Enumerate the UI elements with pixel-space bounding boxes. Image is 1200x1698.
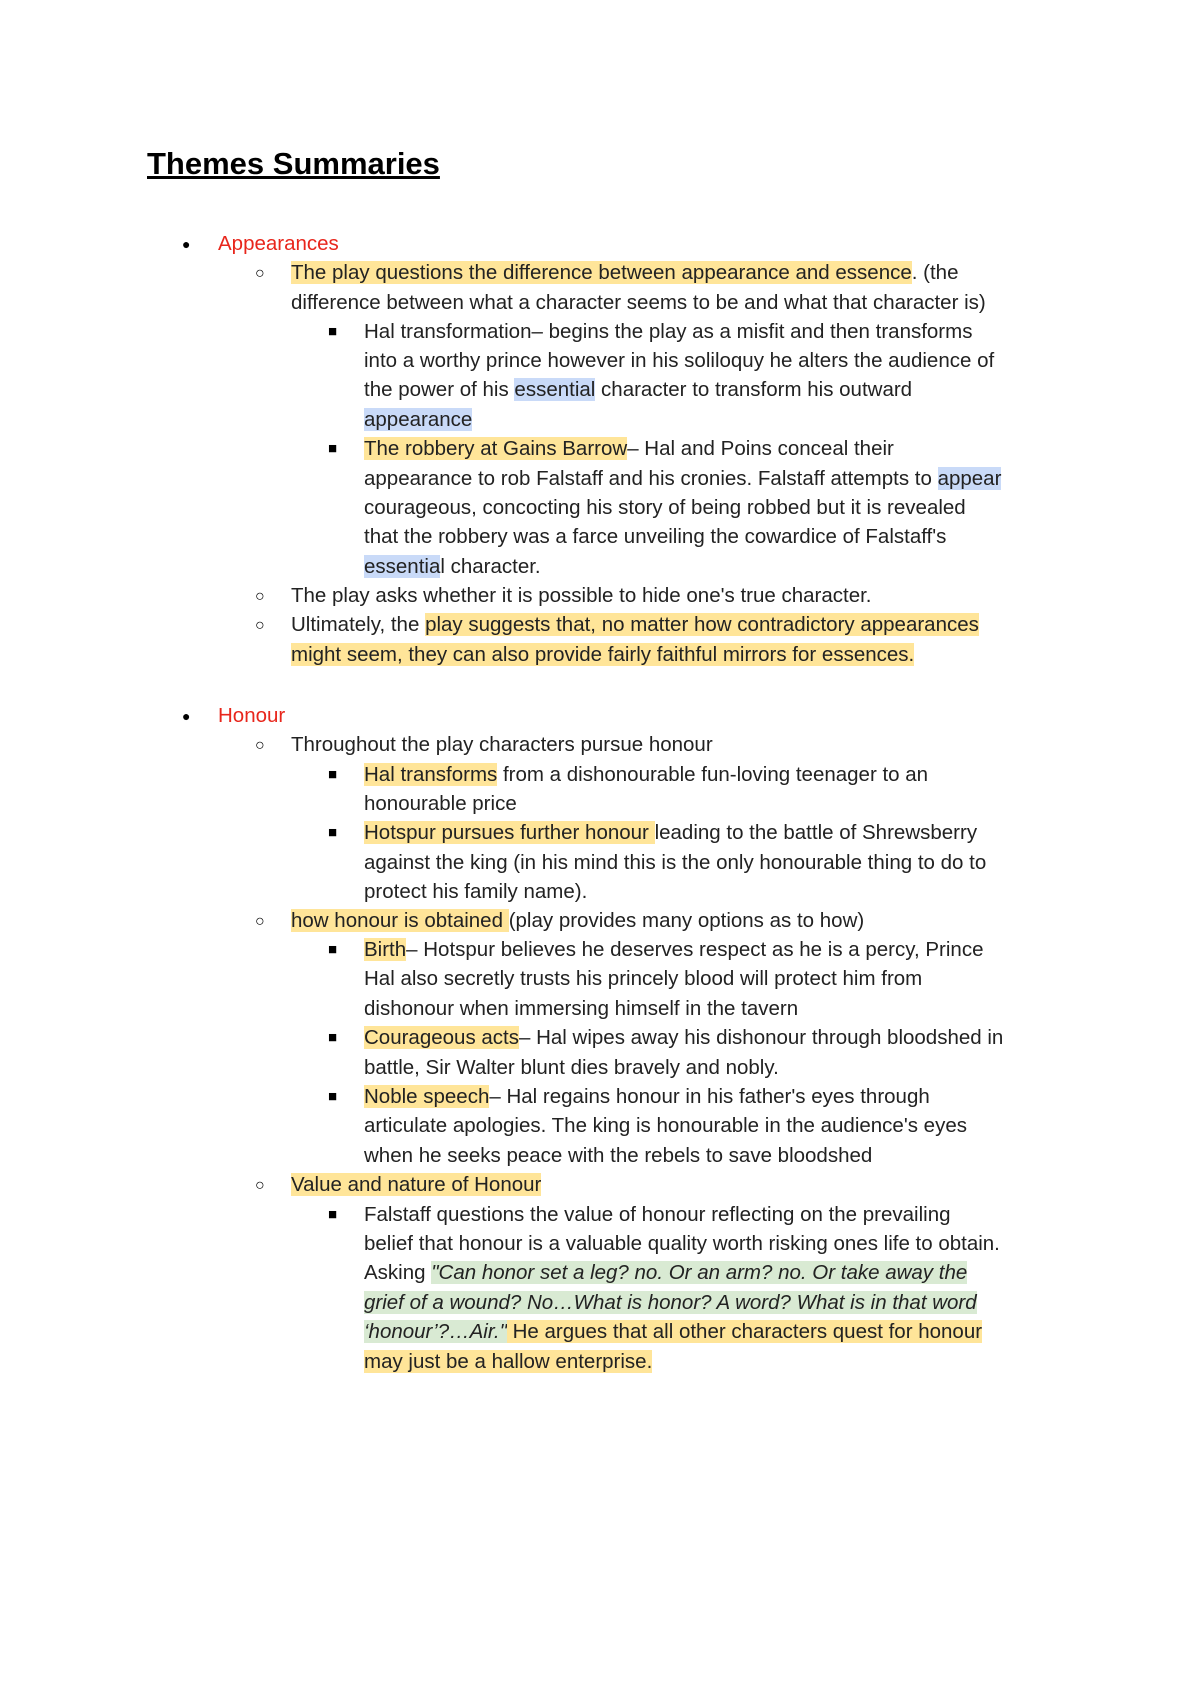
bullet-level3: ■ (328, 941, 338, 958)
text-line (364, 552, 541, 582)
text-span: Asking (364, 1261, 432, 1284)
highlight-blue: appearance (364, 408, 473, 431)
bullet-level3: ■ (328, 1029, 338, 1046)
bullet-level2: ○ (255, 913, 265, 930)
text-line (364, 1317, 982, 1347)
section-heading-honour: Honour (218, 704, 286, 727)
text-line (364, 1258, 967, 1288)
text-span: l character. (440, 555, 541, 578)
text-line (291, 906, 864, 936)
text-line: honourable price (364, 792, 517, 815)
highlight-yellow: how honour is obtained (291, 909, 509, 932)
text-line: Throughout the play characters pursue honour (291, 733, 713, 756)
highlight-blue: essentia (364, 555, 441, 578)
highlight-green-quote: ‘honour’?…Air." (364, 1320, 507, 1343)
text-line: Hal transformation– begins the play as a misfit and then transforms (364, 320, 973, 343)
text-span: the power of his (364, 378, 515, 401)
highlight-yellow: Birth (364, 938, 407, 961)
text-span: leading to the battle of Shrewsberry (654, 821, 978, 844)
bullet-level3: ■ (328, 824, 338, 841)
text-span: – Hal regains honour in his father's eyes through (489, 1085, 930, 1108)
highlight-yellow: The robbery at Gains Barrow (364, 437, 628, 460)
text-line: The play asks whether it is possible to hide one's true character. (291, 584, 872, 607)
text-span: from a dishonourable fun-loving teenager to an (497, 763, 929, 786)
bullet-level3: ■ (328, 440, 338, 457)
text-line (291, 1170, 541, 1200)
text-line (364, 1023, 1003, 1053)
highlight-yellow: Hal transforms (364, 763, 498, 786)
text-line: Falstaff questions the value of honour reflecting on the prevailing (364, 1203, 951, 1226)
highlight-yellow: He argues that all other characters quest for honour (506, 1320, 983, 1343)
bullet-level3: ■ (328, 323, 338, 340)
text-line: difference between what a character seems to be and what that character is) (291, 291, 986, 314)
text-line: belief that honour is a valuable quality worth risking ones life to obtain. (364, 1232, 1000, 1255)
text-line: dishonour when immersing himself in the tavern (364, 997, 799, 1020)
highlight-yellow: The play questions the difference between appearance and essence (291, 261, 912, 284)
bullet-level3: ■ (328, 766, 338, 783)
highlight-yellow: Hotspur pursues further honour (364, 821, 655, 844)
text-line (364, 434, 894, 464)
bullet-level3: ■ (328, 1206, 338, 1223)
highlight-yellow: play suggests that, no matter how contradictory appearances (425, 613, 979, 636)
bullet-level1: ● (182, 708, 191, 724)
section-heading-appearances: Appearances (218, 232, 339, 255)
highlight-green-quote: grief of a wound? No…What is honor? A word? What is in that word (364, 1291, 977, 1314)
bullet-level1: ● (182, 236, 191, 252)
bullet-level2: ○ (255, 737, 265, 754)
text-line (364, 464, 1001, 494)
text-line: into a worthy prince however in his soliloquy he alters the audience of (364, 349, 995, 372)
text-span: Ultimately, the (291, 613, 426, 636)
bullet-level2: ○ (255, 617, 265, 634)
highlight-yellow: Courageous acts (364, 1026, 519, 1049)
text-line (364, 1082, 930, 1112)
text-line (364, 405, 472, 435)
bullet-level3: ■ (328, 1088, 338, 1105)
text-line (364, 760, 928, 790)
text-line: that the robbery was a farce unveiling the cowardice of Falstaff's (364, 525, 947, 548)
text-line: battle, Sir Walter blunt dies bravely and nobly. (364, 1056, 779, 1079)
highlight-blue: essential (514, 378, 596, 401)
text-line: articulate apologies. The king is honourable in the audience's eyes (364, 1114, 967, 1137)
text-line (364, 1347, 652, 1377)
text-line (364, 935, 983, 965)
text-span: character to transform his outward (595, 378, 913, 401)
text-line (364, 375, 912, 405)
text-span: (play provides many options as to how) (508, 909, 865, 932)
highlight-green-quote: "Can honor set a leg? no. Or an arm? no. Or take away the (431, 1261, 968, 1284)
text-line: when he seeks peace with the rebels to save bloodshed (364, 1144, 873, 1167)
bullet-level2: ○ (255, 265, 265, 282)
bullet-level2: ○ (255, 1177, 265, 1194)
page-title: Themes Summaries (147, 146, 440, 181)
text-line (291, 610, 979, 640)
highlight-yellow: Value and nature of Honour (291, 1173, 542, 1196)
text-line: against the king (in his mind this is the only honourable thing to do to (364, 851, 987, 874)
text-line (364, 1288, 977, 1318)
text-span: appearance to rob Falstaff and his cronies. Falstaff attempts to (364, 467, 938, 490)
text-line (291, 640, 914, 670)
text-span: . (the (911, 261, 959, 284)
text-line (291, 258, 958, 288)
highlight-yellow: might seem, they can also provide fairly faithful mirrors for essences. (291, 643, 915, 666)
text-line: Hal also secretly trusts his princely blood will protect him from (364, 967, 923, 990)
highlight-blue: appear (937, 467, 1002, 490)
text-span: – Hal wipes away his dishonour through bloodshed in (518, 1026, 1004, 1049)
text-line (364, 818, 977, 848)
highlight-yellow: may just be a hallow enterprise. (364, 1350, 653, 1373)
text-span: – Hal and Poins conceal their (627, 437, 894, 460)
text-span: – Hotspur believes he deserves respect as he is a percy, Prince (406, 938, 984, 961)
bullet-level2: ○ (255, 588, 265, 605)
text-line: protect his family name). (364, 880, 588, 903)
text-line: courageous, concocting his story of being robbed but it is revealed (364, 496, 966, 519)
highlight-yellow: Noble speech (364, 1085, 490, 1108)
